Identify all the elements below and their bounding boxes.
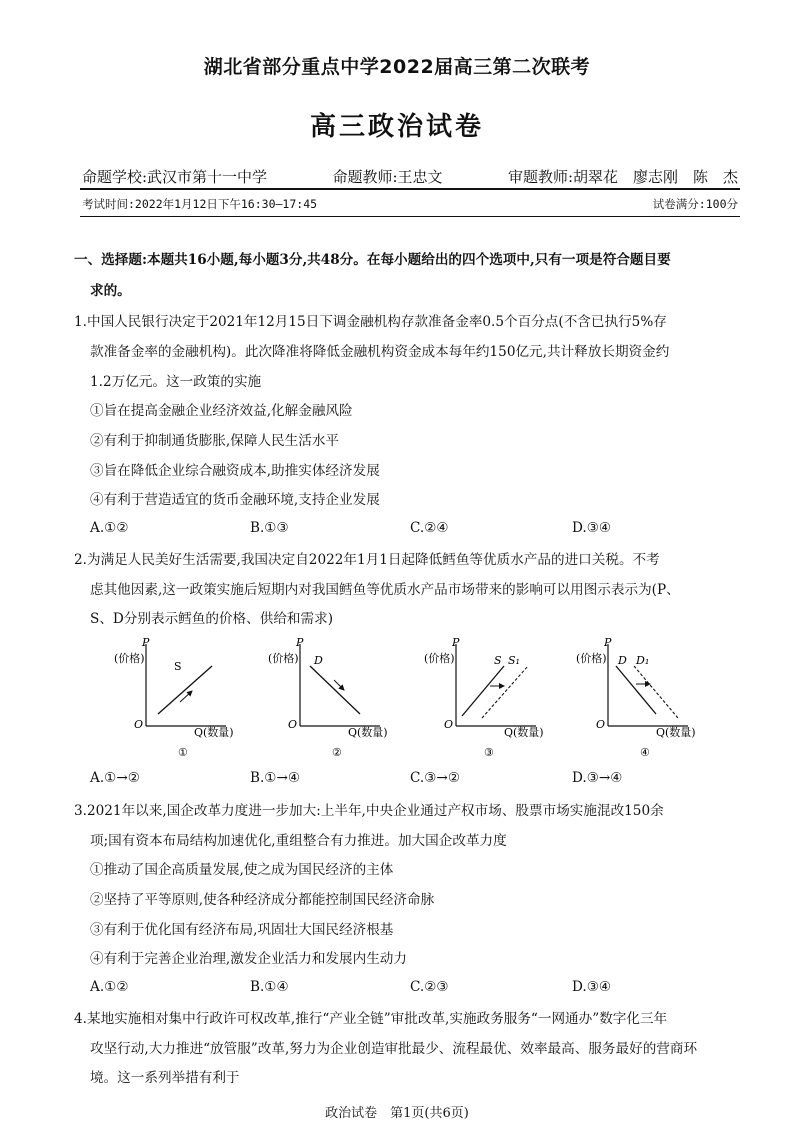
graph-number: ②: [332, 746, 342, 759]
q2-option-b[interactable]: B.①→④: [250, 770, 301, 786]
q3-stem: 项;国有资本布局结构加速优化,重组整合有力推进。加大国企改革力度: [90, 833, 507, 849]
q1-item: ②有利于抑制通货膨胀,保障人民生活水平: [90, 433, 340, 449]
q1-stem: 款准备金率的金融机构)。此次降准将降低金融机构资金成本每年约150亿元,共计释放长期资金约: [90, 344, 670, 360]
q4-stem: 4.某地实施相对集中行政许可权改革,推行“产业全链”审批改革,实施政务服务“一网通办”数字化三年: [74, 1011, 668, 1027]
exam-time: 考试时间:2022年1月12日下午16:30—17:45: [82, 197, 318, 211]
q4-stem: 境。这一系列举措有利于: [90, 1070, 240, 1086]
demand-curve: [616, 666, 656, 714]
q2-stem: S、D分别表示鳕鱼的价格、供给和需求): [90, 611, 334, 627]
origin-label: O: [444, 718, 454, 731]
setter-teacher: 命题教师:王忠文: [332, 168, 443, 186]
origin-label: O: [288, 718, 298, 731]
curve-label-s1: S₁: [508, 654, 520, 667]
q1-stem: 1.2万亿元。这一政策的实施: [90, 374, 262, 390]
curve-label-s: S: [494, 654, 502, 667]
supply-curve: [158, 666, 212, 714]
graph-number: ③: [484, 746, 494, 759]
demand-curve-shifted: [634, 666, 678, 718]
full-score: 试卷满分:100分: [652, 197, 738, 211]
price-label: (价格): [114, 652, 145, 665]
q2-option-a[interactable]: A.①→②: [90, 770, 140, 786]
q3-options: [90, 979, 740, 999]
q-label: Q(数量): [656, 726, 696, 739]
curve-label-s: S: [174, 660, 182, 673]
q2-stem: 2.为满足人民美好生活需要,我国决定自2022年1月1日起降低鳕鱼等优质水产品的进口关税。不考: [74, 552, 660, 568]
q4-stem: 攻坚行动,大力推进“放管服”改革,努力为企业创造审批最少、流程最优、效率最高、服务最好的营商环: [90, 1041, 698, 1057]
curve-label-d: D: [314, 654, 323, 667]
origin-label: O: [596, 718, 606, 731]
price-label: (价格): [424, 652, 455, 665]
q3-option-c[interactable]: C.②③: [410, 979, 449, 995]
q2-options: [90, 770, 740, 790]
q1-stem: 1.中国人民银行决定于2021年12月15日下调金融机构存款准备金率0.5个百分点(不含已执行5%存: [74, 314, 667, 330]
header-divider-thin: [80, 216, 740, 217]
page-footer: 政治试卷 第1页(共6页): [325, 1106, 469, 1121]
reviewers: 审题教师:胡翠花 廖志刚 陈 杰: [507, 168, 738, 186]
q2-option-d[interactable]: D.③→④: [572, 770, 623, 786]
q1-option-d[interactable]: D.③④: [572, 520, 612, 536]
q2-option-c[interactable]: C.③→②: [410, 770, 461, 786]
price-label: (价格): [268, 652, 299, 665]
setter-info: [82, 166, 738, 187]
q3-item: ④有利于完善企业治理,激发企业活力和发展内生动力: [90, 951, 407, 967]
q1-option-c[interactable]: C.②④: [410, 520, 449, 536]
p-label: P: [604, 636, 612, 649]
q1-option-b[interactable]: B.①③: [250, 520, 289, 536]
setter-school: 命题学校:武汉市第十一中学: [82, 168, 268, 186]
demand-curve: [310, 666, 360, 714]
header-divider-thick: [80, 188, 740, 190]
p-label: P: [296, 636, 304, 649]
curve-label-d: D: [618, 654, 627, 667]
supply-curve: [462, 666, 504, 716]
curve-label-d1: D₁: [636, 654, 650, 667]
q3-option-b[interactable]: B.①④: [250, 979, 289, 995]
graph-3: [418, 636, 558, 762]
q1-item: ①旨在提高金融企业经济效益,化解金融风险: [90, 403, 353, 419]
graph-1: [108, 636, 248, 762]
p-label: P: [142, 636, 150, 649]
q3-stem: 3.2021年以来,国企改革力度进一步加大:上半年,中央企业通过产权市场、股票市场实施混改150余: [74, 803, 664, 819]
exam-subtitle: 高三政治试卷: [309, 112, 484, 142]
graph-4: [570, 636, 710, 762]
graph-number: ④: [640, 746, 650, 759]
q1-item: ③旨在降低企业综合融资成本,助推实体经济发展: [90, 463, 380, 479]
graph-2: [262, 636, 402, 762]
q3-option-a[interactable]: A.①②: [90, 979, 129, 995]
q-label: Q(数量): [348, 726, 388, 739]
origin-label: O: [134, 718, 144, 731]
graph-number: ①: [178, 746, 188, 759]
section-heading: 一、选择题:本题共16小题,每小题3分,共48分。在每小题给出的四个选项中,只有一项是符合题目要: [74, 252, 671, 268]
q-label: Q(数量): [194, 726, 234, 739]
supply-curve-shifted: [482, 666, 528, 718]
q3-option-d[interactable]: D.③④: [572, 979, 612, 995]
price-label: (价格): [576, 652, 607, 665]
q1-options: [90, 520, 740, 540]
q-label: Q(数量): [504, 726, 544, 739]
shift-arrow: [334, 680, 344, 690]
q2-stem: 虑其他因素,这一政策实施后短期内对我国鳕鱼等优质水产品市场带来的影响可以用图示表示为(P、: [90, 582, 680, 598]
exam-meta: [82, 196, 738, 212]
q3-item: ②坚持了平等原则,使各种经济成分都能控制国民经济命脉: [90, 892, 435, 908]
section-heading-cont: 求的。: [90, 283, 131, 299]
p-label: P: [452, 636, 460, 649]
q1-option-a[interactable]: A.①②: [90, 520, 129, 536]
exam-main-title: 湖北省部分重点中学2022届高三第二次联考: [203, 56, 591, 78]
q3-item: ③有利于优化国有经济布局,巩固壮大国民经济根基: [90, 922, 394, 938]
q3-item: ①推动了国企高质量发展,使之成为国民经济的主体: [90, 862, 394, 878]
q1-item: ④有利于营造适宜的货币金融环境,支持企业发展: [90, 492, 380, 508]
